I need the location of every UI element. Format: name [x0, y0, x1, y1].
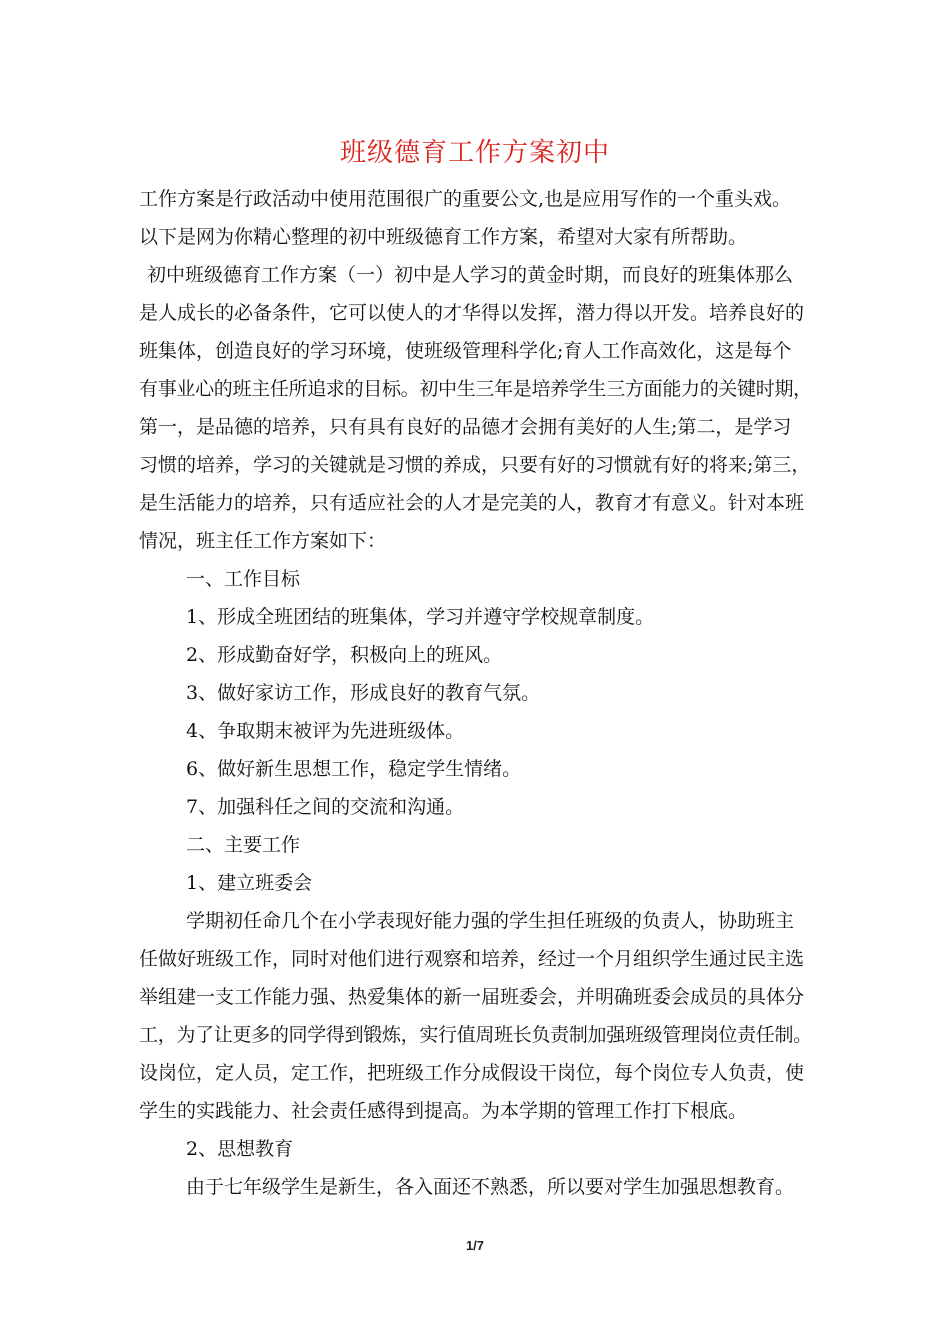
paragraph-line: 工作方案是行政活动中使用范围很广的重要公文,也是应用写作的一个重头戏。 — [139, 188, 792, 210]
paragraph-line: 设岗位，定人员，定工作，把班级工作分成假设干岗位，每个岗位专人负责，使 — [139, 1062, 805, 1084]
paragraph-line: 任做好班级工作，同时对他们进行观察和培养，经过一个月组织学生通过民主选 — [139, 948, 805, 970]
list-item: 4、争取期末被评为先进班级体。 — [186, 720, 465, 742]
paragraph-line: 有事业心的班主任所追求的目标。初中生三年是培养学生三方面能力的关键时期， — [139, 378, 812, 400]
paragraph-line: 学生的实践能力、社会责任感得到提高。为本学期的管理工作打下根底。 — [139, 1100, 748, 1122]
paragraph-line: 以下是网为你精心整理的初中班级德育工作方案，希望对大家有所帮助。 — [139, 226, 748, 248]
paragraph-line: 第一，是品德的培养，只有具有良好的品德才会拥有美好的人生;第二，是学习 — [139, 416, 792, 438]
paragraph-line: 工，为了让更多的同学得到锻炼，实行值周班长负责制加强班级管理岗位责任制。 — [139, 1024, 812, 1046]
document-title: 班级德育工作方案初中 — [339, 138, 610, 168]
section-heading: 二、主要工作 — [186, 834, 301, 856]
list-item: 7、加强科任之间的交流和沟通。 — [186, 796, 465, 818]
list-item: 1、形成全班团结的班集体，学习并遵守学校规章制度。 — [186, 606, 655, 628]
paragraph-line: 由于七年级学生是新生，各入面还不熟悉，所以要对学生加强思想教育。 — [186, 1176, 795, 1198]
paragraph-line: 是生活能力的培养，只有适应社会的人才是完美的人，教育才有意义。针对本班 — [139, 492, 805, 514]
list-item: 6、做好新生思想工作，稳定学生情绪。 — [186, 758, 522, 780]
subsection-heading: 2、思想教育 — [186, 1138, 294, 1160]
section-heading: 一、工作目标 — [186, 568, 301, 590]
paragraph-line: 习惯的培养，学习的关键就是习惯的养成，只要有好的习惯就有好的将来;第三， — [139, 454, 811, 476]
page-number: 1/7 — [465, 1238, 485, 1253]
paragraph-line: 情况，班主任工作方案如下： — [139, 530, 387, 552]
list-item: 3、做好家访工作，形成良好的教育气氛。 — [186, 682, 541, 704]
subsection-heading: 1、建立班委会 — [186, 872, 313, 894]
paragraph-line: 学期初任命几个在小学表现好能力强的学生担任班级的负责人，协助班主 — [186, 910, 795, 932]
paragraph-line: 举组建一支工作能力强、热爱集体的新一届班委会，并明确班委会成员的具体分 — [139, 986, 805, 1008]
paragraph-line: 是人成长的必备条件，它可以使人的才华得以发挥，潜力得以开发。培养良好的 — [139, 302, 805, 324]
paragraph-line: 初中班级德育工作方案（一）初中是人学习的黄金时期，而良好的班集体那么 — [147, 264, 794, 286]
paragraph-line: 班集体，创造良好的学习环境，使班级管理科学化;育人工作高效化，这是每个 — [139, 340, 792, 362]
list-item: 2、形成勤奋好学，积极向上的班风。 — [186, 644, 503, 666]
